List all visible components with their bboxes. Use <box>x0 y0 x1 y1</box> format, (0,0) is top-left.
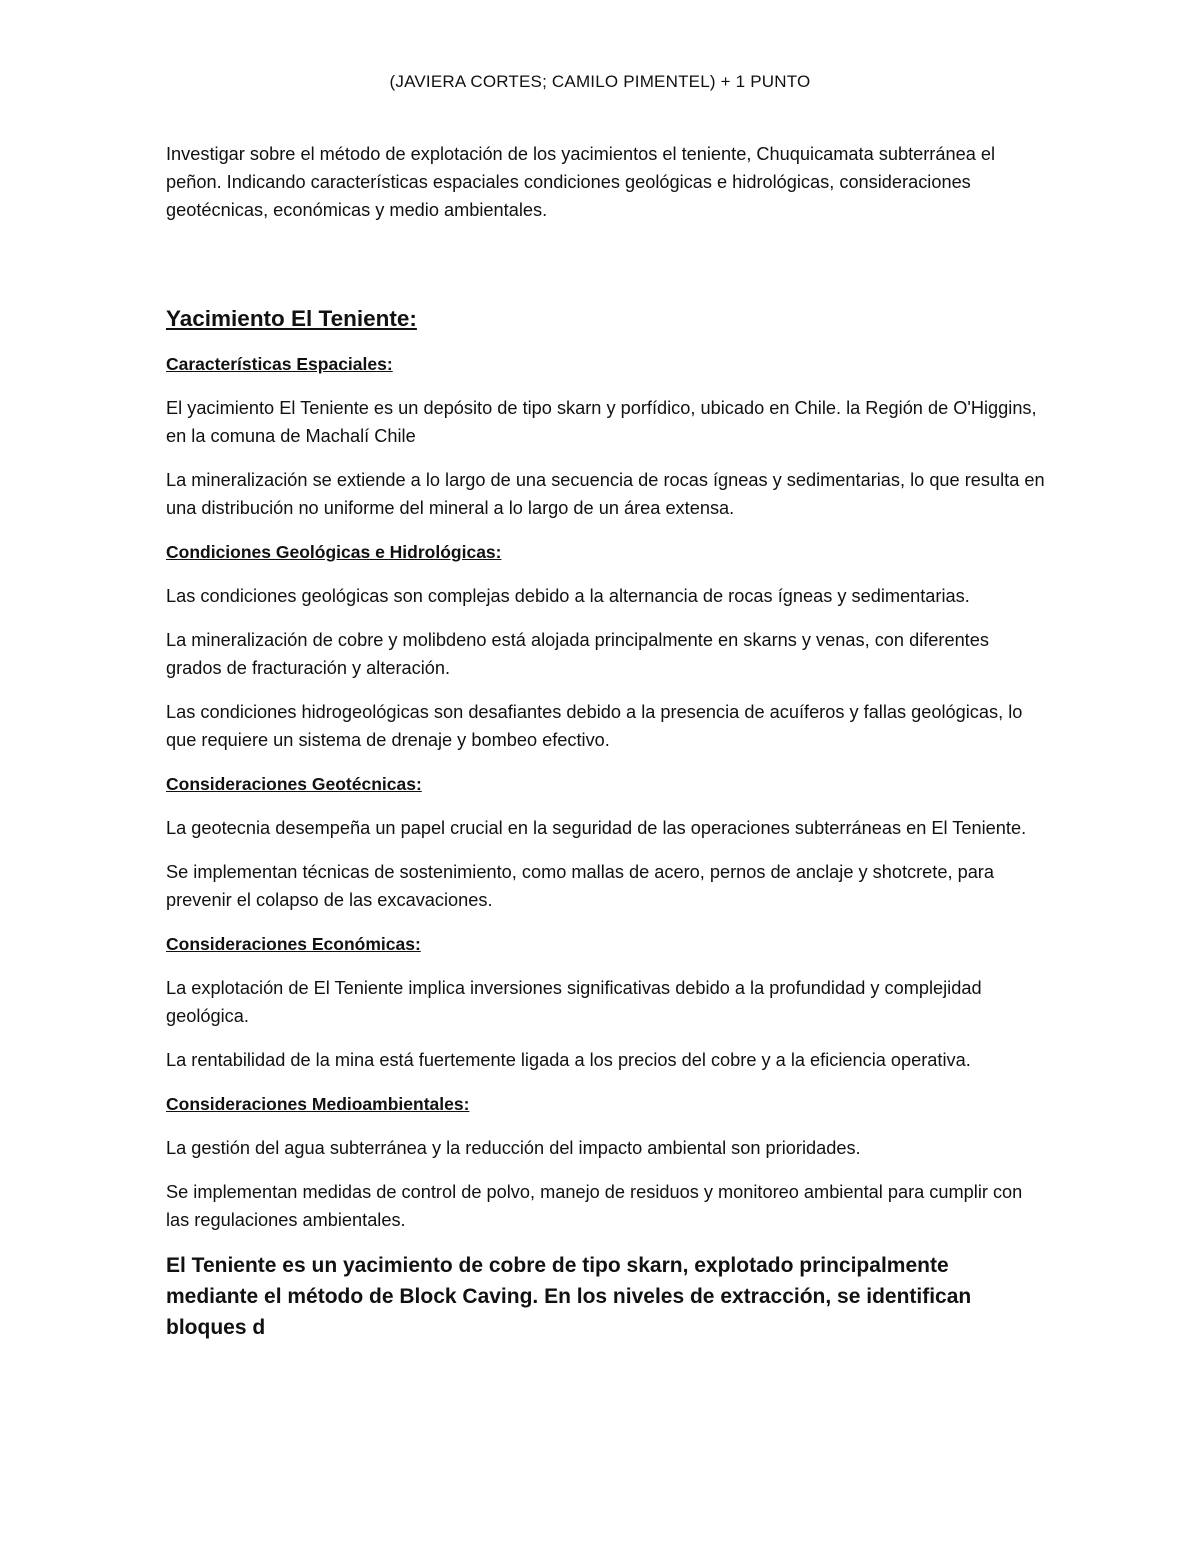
document-header: (JAVIERA CORTES; CAMILO PIMENTEL) + 1 PUNTO <box>389 72 811 91</box>
paragraph-medioambientales-1: La gestión del agua subterránea y la reducción del impacto ambiental son prioridades. <box>166 1138 861 1158</box>
paragraph-geologicas-1: Las condiciones geológicas son complejas debido a la alternancia de rocas ígneas y sedimentarias. <box>166 586 970 606</box>
heading-espaciales: Características Espaciales: <box>166 354 393 374</box>
paragraph-geotecnicas-2: Se implementan técnicas de sostenimiento, como mallas de acero, pernos de anclaje y shotcrete, para prevenir el colapso de las excavaciones. <box>166 862 994 910</box>
paragraph-geologicas-3: Las condiciones hidrogeológicas son desafiantes debido a la presencia de acuíferos y fallas geológicas, lo que requiere un sistema de drenaje y bombeo efectivo. <box>166 702 1023 750</box>
closing-paragraph: El Teniente es un yacimiento de cobre de tipo skarn, explotado principalmente mediante el método de Block Caving. En los niveles de extracción, se identifican bloques d <box>166 1254 972 1339</box>
paragraph-espaciales-1: El yacimiento El Teniente es un depósito de tipo skarn y porfídico, ubicado en Chile. la Región de O'Higgins, en la comuna de Machalí Chile <box>166 398 1037 446</box>
paragraph-geotecnicas-1: La geotecnia desempeña un papel crucial en la seguridad de las operaciones subterráneas en El Teniente. <box>166 818 1027 838</box>
heading-economicas: Consideraciones Económicas: <box>166 934 421 954</box>
paragraph-economicas-2: La rentabilidad de la mina está fuertemente ligada a los precios del cobre y a la eficiencia operativa. <box>166 1050 971 1070</box>
paragraph-espaciales-2: La mineralización se extiende a lo largo de una secuencia de rocas ígneas y sedimentarias, lo que resulta en una distribución no uniforme del mineral a lo largo de un área extensa. <box>166 470 1045 518</box>
paragraph-geologicas-2: La mineralización de cobre y molibdeno está alojada principalmente en skarns y venas, con diferentes grados de fracturación y alteración. <box>166 630 989 678</box>
document-body <box>166 140 1046 1343</box>
intro-paragraph: Investigar sobre el método de explotación de los yacimientos el teniente, Chuquicamata subterránea el peñon. Indicando características espaciales condiciones geológicas e hidrológicas, consideraciones geotécnicas, económicas y medio ambientales. <box>166 144 996 220</box>
heading-geologicas: Condiciones Geológicas e Hidrológicas: <box>166 542 502 562</box>
heading-geotecnicas: Consideraciones Geotécnicas: <box>166 774 422 794</box>
section-title: Yacimiento El Teniente: <box>166 306 417 331</box>
heading-medioambientales: Consideraciones Medioambientales: <box>166 1094 470 1114</box>
paragraph-economicas-1: La explotación de El Teniente implica inversiones significativas debido a la profundidad y complejidad geológica. <box>166 978 982 1026</box>
paragraph-medioambientales-2: Se implementan medidas de control de polvo, manejo de residuos y monitoreo ambiental para cumplir con las regulaciones ambientales. <box>166 1182 1023 1230</box>
